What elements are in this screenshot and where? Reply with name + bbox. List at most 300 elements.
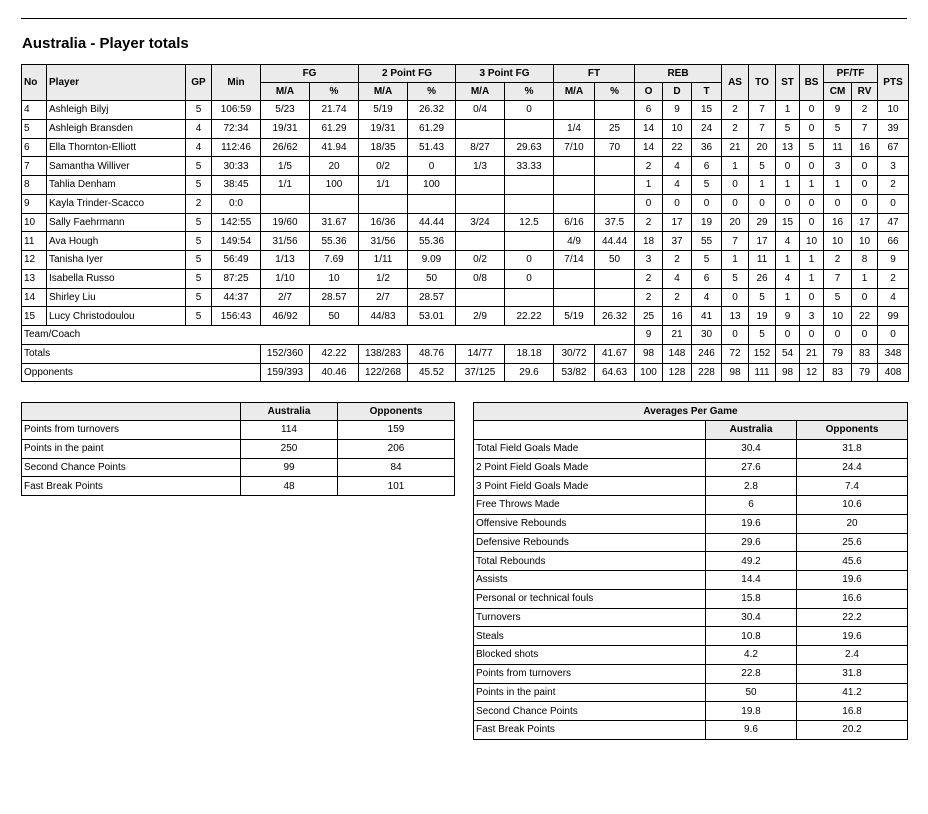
totals-row	[22, 344, 909, 363]
subheader-ft-pct: %	[595, 83, 635, 101]
stat-cell: 48.76	[408, 344, 456, 363]
stat-cell: 26/62	[261, 138, 310, 157]
stat-cell: 0	[878, 326, 909, 345]
stat-cell: 9	[663, 101, 692, 120]
stat-cell	[595, 157, 635, 176]
row-label: Second Chance Points	[22, 458, 241, 477]
stat-cell: 6	[635, 101, 663, 120]
stat-cell: 22.22	[505, 307, 554, 326]
stat-cell	[554, 194, 595, 213]
stat-cell: 11	[824, 138, 852, 157]
table-row	[22, 213, 909, 232]
row-label: Opponents	[22, 363, 261, 382]
table-row	[474, 627, 908, 646]
stat-cell: 18.18	[505, 344, 554, 363]
stat-cell: 5	[800, 138, 824, 157]
stat-cell: 0	[852, 326, 878, 345]
stat-cell: 2	[635, 288, 663, 307]
stat-cell	[595, 194, 635, 213]
stat-cell: 1/11	[359, 251, 408, 270]
stat-cell	[505, 119, 554, 138]
stat-cell: 29.6	[706, 533, 797, 552]
stat-cell: 45.6	[797, 552, 908, 571]
stat-cell: 5	[186, 307, 212, 326]
stat-cell: 0	[505, 269, 554, 288]
stat-cell: 99	[878, 307, 909, 326]
stat-cell	[554, 269, 595, 288]
stat-cell: 30	[692, 326, 722, 345]
stat-cell: 0	[776, 194, 800, 213]
col-header-fg: FG	[261, 65, 359, 83]
player-name: Sally Faehrmann	[47, 213, 186, 232]
stat-cell: 98	[722, 363, 749, 382]
stat-cell: 21	[663, 326, 692, 345]
table-row	[22, 269, 909, 288]
stat-cell: 0	[505, 251, 554, 270]
stat-cell: 142:55	[212, 213, 261, 232]
stat-cell: 10	[878, 101, 909, 120]
stat-cell: 28.57	[408, 288, 456, 307]
stat-cell: 10	[800, 232, 824, 251]
stat-cell: 14	[635, 119, 663, 138]
stat-cell: 17	[749, 232, 776, 251]
stat-cell	[595, 269, 635, 288]
stat-cell: 53/82	[554, 363, 595, 382]
stat-cell: 0	[824, 326, 852, 345]
stat-cell: 10	[852, 232, 878, 251]
stat-cell: 15	[776, 213, 800, 232]
stat-cell: 20	[722, 213, 749, 232]
stat-cell: 9	[776, 307, 800, 326]
stat-cell: 149:54	[212, 232, 261, 251]
stat-cell: 0	[852, 288, 878, 307]
stat-cell: 1	[776, 251, 800, 270]
stat-cell: 42.22	[310, 344, 359, 363]
stat-cell: 9	[635, 326, 663, 345]
subheader-reb-t: T	[692, 83, 722, 101]
stat-cell: 5	[186, 269, 212, 288]
stat-cell: 1/10	[261, 269, 310, 288]
stat-cell: 33.33	[505, 157, 554, 176]
stat-cell: 9	[824, 101, 852, 120]
stat-cell: 159/393	[261, 363, 310, 382]
stat-cell: 14	[22, 288, 47, 307]
subheader-3pt-pct: %	[505, 83, 554, 101]
stat-cell: 7	[722, 232, 749, 251]
stat-cell: 26.32	[595, 307, 635, 326]
stat-cell: 83	[824, 363, 852, 382]
row-label: Defensive Rebounds	[474, 533, 706, 552]
player-name: Tanisha Iyer	[47, 251, 186, 270]
stat-cell: 41.67	[595, 344, 635, 363]
stat-cell: 83	[852, 344, 878, 363]
stat-cell: 26	[749, 269, 776, 288]
stat-cell: 4	[22, 101, 47, 120]
stat-cell: 4/9	[554, 232, 595, 251]
subheader-ft-ma: M/A	[554, 83, 595, 101]
stat-cell: 13	[22, 269, 47, 288]
stat-cell: 46/92	[261, 307, 310, 326]
stat-cell: 0	[776, 157, 800, 176]
stat-cell: 98	[776, 363, 800, 382]
stat-cell: 106:59	[212, 101, 261, 120]
stat-cell: 4.2	[706, 646, 797, 665]
stat-cell: 51.43	[408, 138, 456, 157]
stat-cell: 8	[852, 251, 878, 270]
table-row	[22, 288, 909, 307]
stat-cell: 19/60	[261, 213, 310, 232]
table-row	[474, 496, 908, 515]
stat-cell: 250	[241, 439, 338, 458]
stat-cell: 8/27	[456, 138, 505, 157]
table-row	[22, 439, 455, 458]
stat-cell: 1/3	[456, 157, 505, 176]
stat-cell: 25	[635, 307, 663, 326]
stat-cell: 49.2	[706, 552, 797, 571]
stat-cell: 21	[722, 138, 749, 157]
stat-cell: 17	[663, 213, 692, 232]
stat-cell	[456, 194, 505, 213]
row-label: Points in the paint	[22, 439, 241, 458]
stat-cell: 25.6	[797, 533, 908, 552]
stat-cell	[408, 194, 456, 213]
stat-cell: 0	[852, 194, 878, 213]
stat-cell: 10.6	[797, 496, 908, 515]
stat-cell: 22	[852, 307, 878, 326]
player-name: Lucy Christodoulou	[47, 307, 186, 326]
row-label: 2 Point Field Goals Made	[474, 458, 706, 477]
stat-cell: 159	[338, 421, 455, 440]
table-row	[22, 477, 455, 496]
stat-cell: 31/56	[359, 232, 408, 251]
table-row	[474, 477, 908, 496]
stat-cell: 114	[241, 421, 338, 440]
stat-cell	[456, 232, 505, 251]
table-row	[22, 157, 909, 176]
team-col-opponents: Opponents	[338, 403, 455, 421]
stat-cell: 5	[186, 176, 212, 195]
team-rows	[22, 421, 455, 496]
row-label: Second Chance Points	[474, 702, 706, 721]
averages-per-game-table	[473, 402, 908, 740]
player-totals-table	[21, 64, 909, 382]
stat-cell: 2	[722, 119, 749, 138]
stat-cell: 1	[776, 101, 800, 120]
row-label: Free Throws Made	[474, 496, 706, 515]
stat-cell: 30.4	[706, 608, 797, 627]
stat-cell: 37/125	[456, 363, 505, 382]
stat-cell: 3	[878, 157, 909, 176]
stat-cell: 50	[310, 307, 359, 326]
stat-cell: 5	[186, 213, 212, 232]
stat-cell: 50	[595, 251, 635, 270]
row-label: Points from turnovers	[474, 664, 706, 683]
stat-cell: 55	[692, 232, 722, 251]
stat-cell	[554, 176, 595, 195]
stat-cell: 348	[878, 344, 909, 363]
subheader-reb-o: O	[635, 83, 663, 101]
stat-cell: 6	[22, 138, 47, 157]
stat-cell: 5	[722, 269, 749, 288]
stat-cell: 61.29	[408, 119, 456, 138]
row-label: Fast Break Points	[22, 477, 241, 496]
stat-cell: 10.8	[706, 627, 797, 646]
stat-cell: 4	[663, 157, 692, 176]
stat-cell: 2.8	[706, 477, 797, 496]
stat-cell: 36	[692, 138, 722, 157]
player-name: Kayla Trinder-Scacco	[47, 194, 186, 213]
stat-cell: 5	[186, 232, 212, 251]
stat-cell: 7	[749, 101, 776, 120]
stat-cell: 2	[635, 213, 663, 232]
table-row	[474, 571, 908, 590]
stat-cell: 156:43	[212, 307, 261, 326]
team-col-australia: Australia	[241, 403, 338, 421]
stat-cell: 100	[635, 363, 663, 382]
stat-cell: 0	[749, 194, 776, 213]
stat-cell: 4	[663, 269, 692, 288]
stat-cell: 19/31	[261, 119, 310, 138]
stat-cell	[310, 194, 359, 213]
stat-cell: 50	[408, 269, 456, 288]
stat-cell: 0	[800, 101, 824, 120]
stat-cell: 11	[749, 251, 776, 270]
stat-cell: 122/268	[359, 363, 408, 382]
stat-cell: 1/13	[261, 251, 310, 270]
stat-cell: 5	[776, 119, 800, 138]
stat-cell: 2	[878, 176, 909, 195]
stat-cell: 1	[776, 176, 800, 195]
stat-cell: 0	[722, 326, 749, 345]
stat-cell: 21.74	[310, 101, 359, 120]
stat-cell: 39	[878, 119, 909, 138]
stat-cell: 2	[635, 269, 663, 288]
stat-cell: 111	[749, 363, 776, 382]
player-name: Tahlia Denham	[47, 176, 186, 195]
stat-cell: 2	[663, 251, 692, 270]
col-header-3pt-fg: 3 Point FG	[456, 65, 554, 83]
team-table-corner	[22, 403, 241, 421]
stat-cell: 7	[852, 119, 878, 138]
stat-cell: 5/19	[554, 307, 595, 326]
stat-cell: 2	[824, 251, 852, 270]
stat-cell: 66	[878, 232, 909, 251]
col-header-bs: BS	[800, 65, 824, 101]
stat-cell: 1	[722, 251, 749, 270]
stat-cell: 67	[878, 138, 909, 157]
subheader-cm: CM	[824, 83, 852, 101]
stat-cell: 15	[692, 101, 722, 120]
stat-cell: 41	[692, 307, 722, 326]
stat-cell: 3	[635, 251, 663, 270]
stat-cell	[505, 288, 554, 307]
stat-cell: 4	[692, 288, 722, 307]
stat-cell: 5	[749, 288, 776, 307]
stat-cell: 152	[749, 344, 776, 363]
stat-cell	[456, 176, 505, 195]
stat-cell: 19	[749, 307, 776, 326]
stat-cell: 14/77	[456, 344, 505, 363]
col-header-st: ST	[776, 65, 800, 101]
stat-cell: 7.4	[797, 477, 908, 496]
stat-cell: 2	[186, 194, 212, 213]
stat-cell: 7	[824, 269, 852, 288]
row-label: Team/Coach	[22, 326, 635, 345]
subheader-fg-pct: %	[310, 83, 359, 101]
stat-cell: 2	[722, 101, 749, 120]
stat-cell: 10	[22, 213, 47, 232]
subheader-reb-d: D	[663, 83, 692, 101]
stat-cell: 47	[878, 213, 909, 232]
stat-cell: 31.67	[310, 213, 359, 232]
table-row	[22, 101, 909, 120]
stat-cell: 70	[595, 138, 635, 157]
stat-cell: 1	[722, 157, 749, 176]
stat-cell: 41.94	[310, 138, 359, 157]
stat-cell: 0/8	[456, 269, 505, 288]
stat-cell: 72	[722, 344, 749, 363]
stat-cell: 48	[241, 477, 338, 496]
stat-cell: 0	[722, 194, 749, 213]
stat-cell: 0	[722, 176, 749, 195]
stat-cell: 7/14	[554, 251, 595, 270]
table-row	[474, 683, 908, 702]
stat-cell	[505, 176, 554, 195]
stat-cell: 38:45	[212, 176, 261, 195]
stat-cell: 0	[800, 119, 824, 138]
stat-cell: 9.09	[408, 251, 456, 270]
stat-cell: 0	[663, 194, 692, 213]
subheader-3pt-ma: M/A	[456, 83, 505, 101]
stat-cell: 79	[852, 363, 878, 382]
stat-cell: 50	[706, 683, 797, 702]
stat-cell: 0	[635, 194, 663, 213]
subheader-rv: RV	[852, 83, 878, 101]
stat-cell: 128	[663, 363, 692, 382]
table-row	[22, 421, 455, 440]
stat-cell: 31.8	[797, 664, 908, 683]
stat-cell: 5	[186, 288, 212, 307]
table-row	[22, 138, 909, 157]
stat-cell: 7.69	[310, 251, 359, 270]
stat-cell: 16	[824, 213, 852, 232]
stat-cell: 6	[692, 157, 722, 176]
row-label: Offensive Rebounds	[474, 514, 706, 533]
row-label: Personal or technical fouls	[474, 589, 706, 608]
stat-cell: 26.32	[408, 101, 456, 120]
stat-cell: 16.6	[797, 589, 908, 608]
stat-cell	[595, 288, 635, 307]
stat-cell: 5	[824, 119, 852, 138]
table-row	[474, 458, 908, 477]
stat-cell: 31.8	[797, 439, 908, 458]
stat-cell: 61.29	[310, 119, 359, 138]
stat-cell: 44.44	[408, 213, 456, 232]
stat-cell: 0	[722, 288, 749, 307]
row-label: Steals	[474, 627, 706, 646]
stat-cell	[554, 101, 595, 120]
stat-cell: 40.46	[310, 363, 359, 382]
table-row	[474, 664, 908, 683]
stat-cell: 12	[22, 251, 47, 270]
player-rows	[22, 101, 909, 382]
stat-cell	[554, 288, 595, 307]
col-header-gp: GP	[186, 65, 212, 101]
stat-cell: 98	[635, 344, 663, 363]
avg-col-australia: Australia	[706, 421, 797, 440]
table-row	[474, 552, 908, 571]
stat-cell	[595, 176, 635, 195]
row-label: Totals	[22, 344, 261, 363]
stat-cell: 87:25	[212, 269, 261, 288]
stat-cell: 0	[878, 194, 909, 213]
stat-cell	[456, 119, 505, 138]
col-header-min: Min	[212, 65, 261, 101]
stat-cell: 20	[749, 138, 776, 157]
stat-cell: 44/83	[359, 307, 408, 326]
stat-cell: 1	[800, 269, 824, 288]
stat-cell: 56:49	[212, 251, 261, 270]
stat-cell: 37.5	[595, 213, 635, 232]
stat-cell: 5	[22, 119, 47, 138]
stat-cell: 9	[22, 194, 47, 213]
opponents-row	[22, 363, 909, 382]
stat-cell: 4	[776, 269, 800, 288]
stat-cell: 4	[186, 119, 212, 138]
stat-cell: 9.6	[706, 721, 797, 740]
stat-cell: 21	[800, 344, 824, 363]
table-row	[22, 232, 909, 251]
player-name: Samantha Williver	[47, 157, 186, 176]
stat-cell: 1/4	[554, 119, 595, 138]
stat-cell: 6/16	[554, 213, 595, 232]
stat-cell: 16	[852, 138, 878, 157]
stat-cell: 15.8	[706, 589, 797, 608]
stat-cell: 30:33	[212, 157, 261, 176]
stat-cell: 29.6	[505, 363, 554, 382]
stat-cell: 2/9	[456, 307, 505, 326]
table-row	[474, 439, 908, 458]
stat-cell: 148	[663, 344, 692, 363]
stat-cell: 0	[852, 176, 878, 195]
top-rule	[21, 18, 907, 19]
row-label: Assists	[474, 571, 706, 590]
stat-cell: 5	[749, 157, 776, 176]
stat-cell: 5	[824, 288, 852, 307]
stat-cell: 99	[241, 458, 338, 477]
stat-cell: 7	[749, 119, 776, 138]
player-name: Isabella Russo	[47, 269, 186, 288]
row-label: Total Field Goals Made	[474, 439, 706, 458]
stat-cell: 24	[692, 119, 722, 138]
stat-cell: 16/36	[359, 213, 408, 232]
stat-cell: 2	[878, 269, 909, 288]
stat-cell: 0/4	[456, 101, 505, 120]
stat-cell: 16.8	[797, 702, 908, 721]
stat-cell: 22.8	[706, 664, 797, 683]
stat-cell: 64.63	[595, 363, 635, 382]
table-row	[474, 514, 908, 533]
stat-cell	[359, 194, 408, 213]
row-label: Points in the paint	[474, 683, 706, 702]
stat-cell: 112:46	[212, 138, 261, 157]
stat-cell: 10	[824, 232, 852, 251]
stat-cell: 152/360	[261, 344, 310, 363]
stat-cell: 22.2	[797, 608, 908, 627]
table-row	[22, 119, 909, 138]
stat-cell: 5	[186, 101, 212, 120]
table-row	[22, 176, 909, 195]
